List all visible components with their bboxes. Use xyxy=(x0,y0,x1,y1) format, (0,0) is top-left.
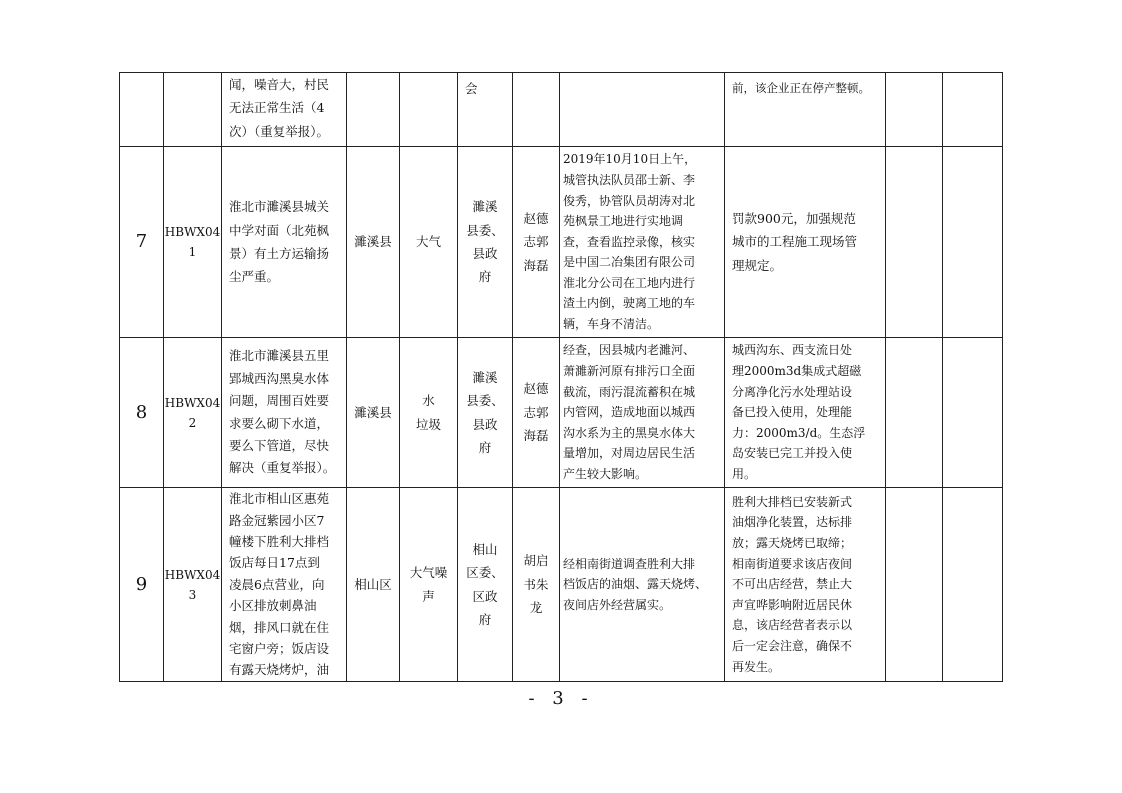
table-row xyxy=(120,338,1003,488)
handling-result: 城西沟东、西支流日处 理2000m3d集成式超磁 分离净化污水处理站设 备已投入使用，处理能 力：2000m3/d。生态浮 岛安装已完工并投入使 用。 xyxy=(725,338,886,488)
investigation-findings xyxy=(560,73,725,147)
issue-text: 淮北市相山区惠苑 路金冠紫园小区7 幢楼下胜利大排档 饭店每日17点到 凌晨6点营业，向 小区排放刺鼻油 烟，排风口就在住 宅窗户旁；饭店设 有露天烧烤炉，油 xyxy=(222,488,347,682)
remark-cell xyxy=(886,147,943,338)
responsible-person: 胡启 书朱 龙 xyxy=(513,488,560,682)
row-number: 9 xyxy=(120,488,164,682)
remark-cell xyxy=(943,338,1003,488)
investigation-findings: 2019年10月10日上午， 城管执法队员邵士新、李 俊秀，协管队员胡涛对北 苑枫景工地进行实地调 查，查看监控录像，核实 是中国二冶集团有限公司 淮北分公司在工地内进行 渣土内倒，驶离工地的车 辆，车身不清洁。 xyxy=(560,147,725,338)
row-number: 8 xyxy=(120,338,164,488)
responsible-unit: 濉溪 县委、 县政 府 xyxy=(458,338,513,488)
table-row xyxy=(120,488,1003,682)
investigation-findings: 经相南街道调查胜利大排 档饭店的油烟、露天烧烤、 夜间店外经营属实。 xyxy=(560,488,725,682)
district: 濉溪县 xyxy=(347,147,400,338)
complaint-table xyxy=(119,72,1003,682)
case-code: HBWX04 2 xyxy=(164,338,222,488)
remark-cell xyxy=(886,488,943,682)
page-number: - 3 - xyxy=(528,688,594,709)
handling-result: 罚款900元，加强规范 城市的工程施工现场管 理规定。 xyxy=(725,147,886,338)
pollution-type: 水 垃圾 xyxy=(400,338,458,488)
remark-cell xyxy=(943,488,1003,682)
responsible-person: 赵德 志郭 海磊 xyxy=(513,338,560,488)
handling-result: 胜利大排档已安装新式 油烟净化装置，达标排 放；露天烧烤已取缔； 相南街道要求该店夜间 不可出店经营，禁止大 声宣哗影响附近居民休 息，该店经营者表示以 后一定会注意，确保不 再发生。 xyxy=(725,488,886,682)
district: 濉溪县 xyxy=(347,338,400,488)
responsible-person xyxy=(513,73,560,147)
responsible-person: 赵德 志郭 海磊 xyxy=(513,147,560,338)
remark-cell xyxy=(943,147,1003,338)
responsible-unit: 会 xyxy=(458,73,513,147)
case-code: HBWX04 1 xyxy=(164,147,222,338)
remark-cell xyxy=(943,73,1003,147)
issue-text: 淮北市濉溪县五里 郢城西沟黑臭水体 问题，周围百姓要 求要么砌下水道， 要么下管道，尽快 解决（重复举报）。 xyxy=(222,338,347,488)
table-row xyxy=(120,147,1003,338)
issue-text: 闻，噪音大，村民 无法正常生活（4 次）（重复举报）。 xyxy=(222,73,347,147)
handling-result: 前，该企业正在停产整顿。 xyxy=(725,73,886,147)
pollution-type: 大气 xyxy=(400,147,458,338)
responsible-unit: 相山 区委、 区政 府 xyxy=(458,488,513,682)
responsible-unit: 濉溪 县委、 县政 府 xyxy=(458,147,513,338)
pollution-type: 大气噪 声 xyxy=(400,488,458,682)
district xyxy=(347,73,400,147)
investigation-findings: 经查，因县城内老濉河、 萧濉新河原有排污口全面 截流，雨污混流蓄积在城 内管网，造成地面以城西 沟水系为主的黑臭水体大 量增加，对周边居民生活 产生较大影响。 xyxy=(560,338,725,488)
district: 相山区 xyxy=(347,488,400,682)
issue-text: 淮北市濉溪县城关 中学对面（北苑枫 景）有土方运输扬 尘严重。 xyxy=(222,147,347,338)
pollution-type xyxy=(400,73,458,147)
row-number xyxy=(120,73,164,147)
table-row xyxy=(120,73,1003,147)
row-number: 7 xyxy=(120,147,164,338)
remark-cell xyxy=(886,73,943,147)
case-code: HBWX04 3 xyxy=(164,488,222,682)
case-code xyxy=(164,73,222,147)
remark-cell xyxy=(886,338,943,488)
